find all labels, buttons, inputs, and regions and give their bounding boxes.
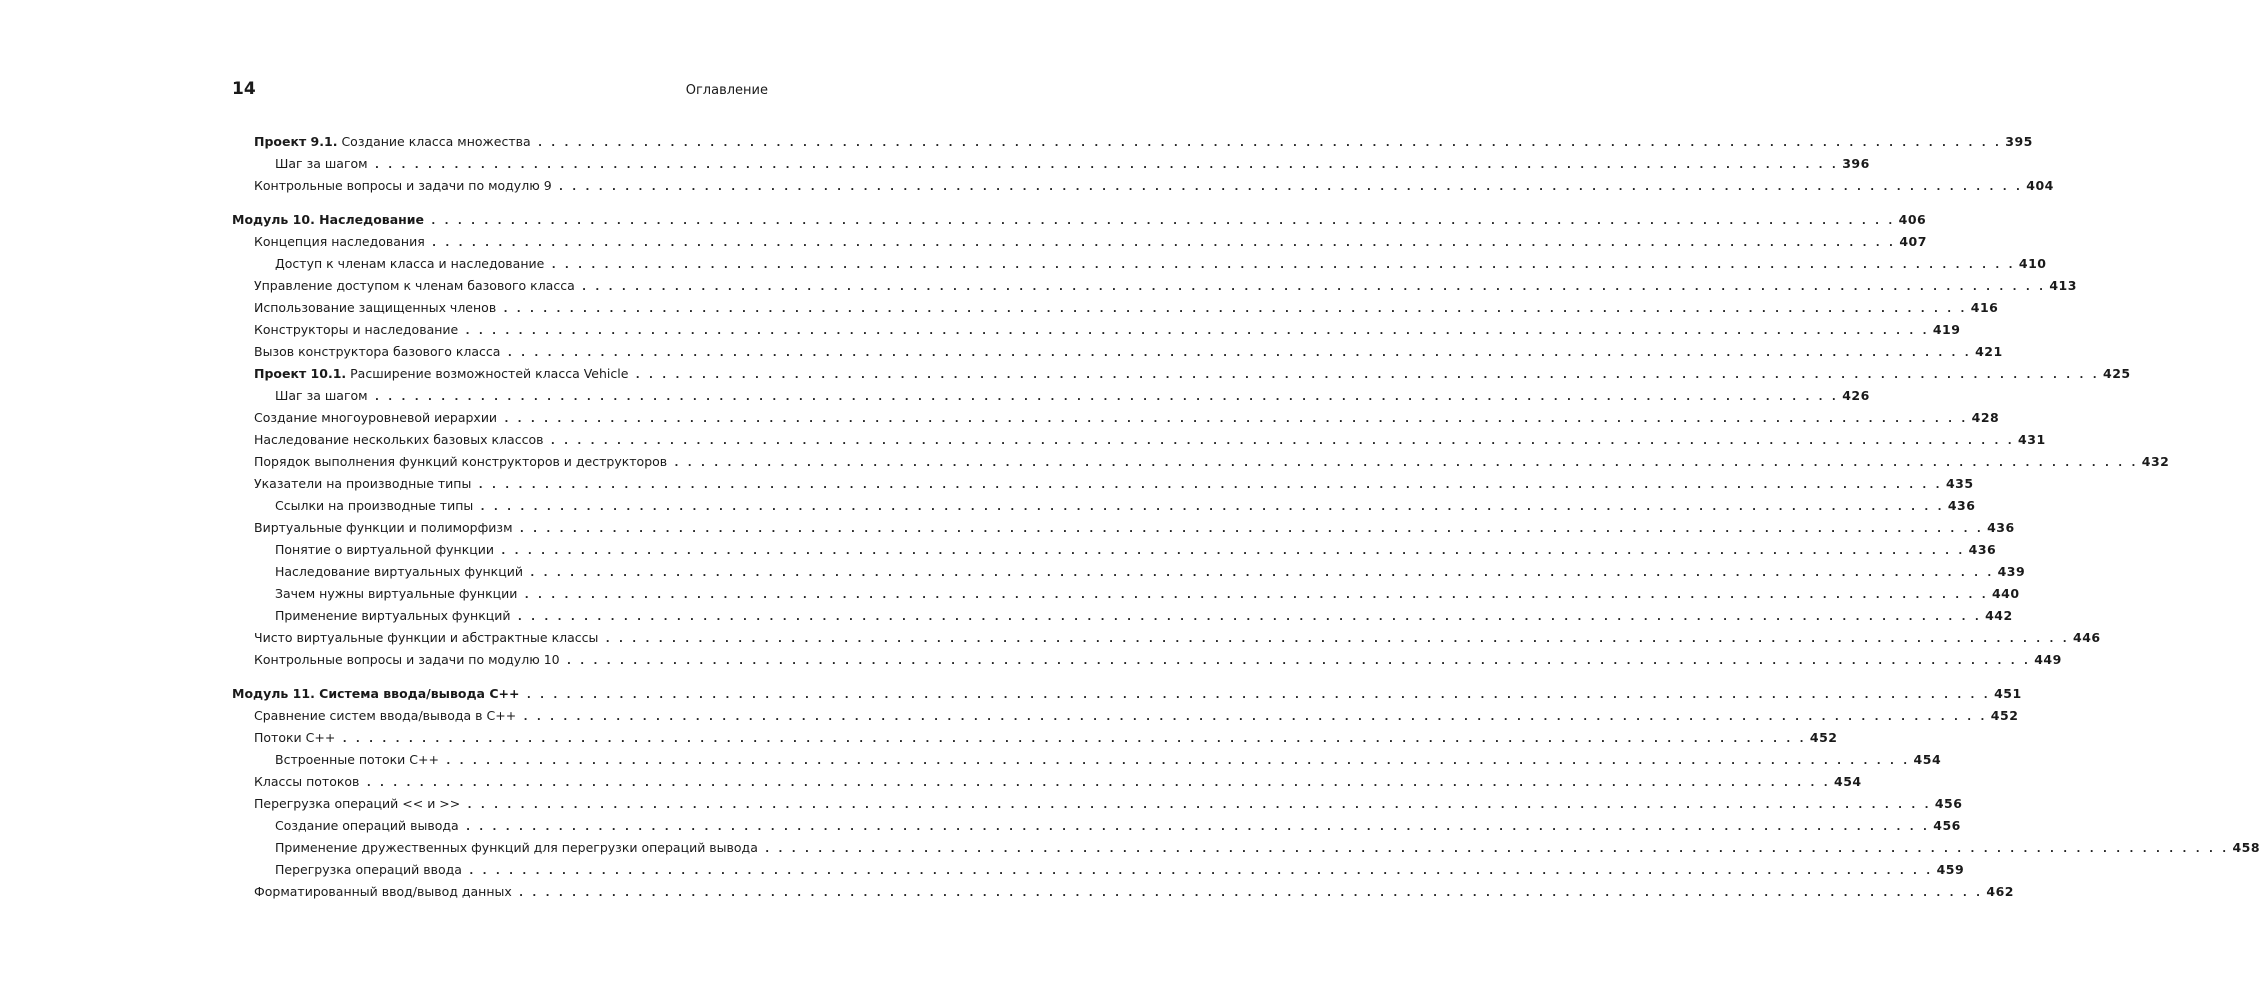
dot-leader bbox=[523, 584, 1987, 606]
toc-page-number: 459 bbox=[1936, 862, 1965, 877]
toc-entry-text bbox=[254, 705, 516, 727]
toc-entry-text bbox=[254, 319, 458, 341]
toc-entry-title: Виртуальные функции и полиморфизм bbox=[254, 520, 513, 535]
toc-entry-text bbox=[254, 231, 425, 253]
toc-entry bbox=[232, 429, 2046, 451]
toc-entry-title: Наследование нескольких базовых классов bbox=[254, 432, 544, 447]
toc-entry-text bbox=[275, 253, 544, 275]
toc-page-number: 462 bbox=[1986, 884, 2014, 899]
toc-entry-title: Вызов конструктора базового класса bbox=[254, 344, 501, 359]
toc-entry-title: Сравнение систем ввода/вывода в С++ bbox=[254, 708, 517, 723]
toc-entry-text bbox=[254, 451, 667, 473]
toc-page-number: 426 bbox=[1842, 388, 1870, 403]
dot-leader bbox=[529, 562, 1993, 584]
toc-page-number: 407 bbox=[1899, 234, 1927, 249]
dot-leader bbox=[519, 518, 1983, 540]
toc-entry bbox=[232, 363, 2131, 385]
dot-leader bbox=[503, 408, 1967, 430]
dot-leader bbox=[365, 772, 1829, 794]
toc-entry bbox=[232, 175, 2054, 197]
toc-entry-title: Шаг за шагом bbox=[275, 388, 368, 403]
dot-leader bbox=[604, 628, 2068, 650]
toc-entry bbox=[232, 605, 2013, 627]
toc-entry-text bbox=[254, 517, 513, 539]
dot-leader bbox=[518, 882, 1982, 904]
toc-page-number: 454 bbox=[1913, 752, 1942, 767]
toc-page-number: 428 bbox=[1971, 410, 2000, 425]
toc-page-number: 436 bbox=[1947, 498, 1976, 513]
toc-entry-text bbox=[254, 627, 598, 649]
toc-entry bbox=[232, 473, 1974, 495]
toc-entry-title: Чисто виртуальные функции и абстрактные классы bbox=[254, 630, 599, 645]
toc-page-number: 421 bbox=[1975, 344, 2003, 359]
dot-leader bbox=[506, 342, 1970, 364]
dot-leader bbox=[581, 276, 2045, 298]
toc-entry-text bbox=[275, 859, 462, 881]
toc-page-number: 436 bbox=[1968, 542, 1997, 557]
running-head: Оглавление bbox=[685, 83, 768, 98]
dot-leader bbox=[374, 154, 1838, 176]
toc-page-number: 406 bbox=[1898, 212, 1927, 227]
toc-page-number: 449 bbox=[2034, 652, 2062, 667]
toc-page-number: 432 bbox=[2141, 454, 2170, 469]
dot-leader bbox=[566, 650, 2030, 672]
toc-page-number: 456 bbox=[1933, 818, 1961, 833]
toc-entry bbox=[232, 231, 1927, 253]
toc-entry bbox=[232, 451, 2170, 473]
toc-entry bbox=[232, 495, 1976, 517]
toc-entry-title: Создание многоуровневой иерархии bbox=[254, 410, 498, 425]
toc-entry bbox=[232, 561, 2026, 583]
toc-entry-lead: Проект 10.1. bbox=[254, 366, 347, 381]
toc-entry-title: Указатели на производные типы bbox=[254, 476, 472, 491]
toc-entry bbox=[232, 815, 1961, 837]
toc-page-number: 452 bbox=[1990, 708, 2019, 723]
toc-entry bbox=[232, 253, 2047, 275]
toc-entry-title: Расширение возможностей класса Vehicle bbox=[350, 366, 629, 381]
page-number: 14 bbox=[232, 79, 256, 99]
toc-entry-title: Понятие о виртуальной функции bbox=[275, 542, 495, 557]
toc-module-entry bbox=[232, 683, 2022, 705]
toc-entry-title: Форматированный ввод/вывод данных bbox=[254, 884, 512, 899]
dot-leader bbox=[517, 606, 1981, 628]
toc-entry-title: Управление доступом к членам базового класса bbox=[254, 278, 575, 293]
dot-leader bbox=[502, 298, 1966, 320]
toc-page-number: 452 bbox=[1809, 730, 1838, 745]
dot-leader bbox=[374, 386, 1838, 408]
toc-entry-text bbox=[275, 153, 368, 175]
toc-entry-title: Доступ к членам класса и наследование bbox=[275, 256, 545, 271]
toc-entry-text bbox=[254, 175, 552, 197]
toc-entry-title: Модуль 10. Наследование bbox=[232, 212, 425, 227]
toc-entry-text bbox=[254, 727, 335, 749]
toc-page-number: 446 bbox=[2073, 630, 2101, 645]
toc-entry-text bbox=[254, 341, 500, 363]
toc-entry-title: Потоки С++ bbox=[254, 730, 336, 745]
toc-entry bbox=[232, 319, 1961, 341]
toc-page-number: 431 bbox=[2018, 432, 2046, 447]
toc-page-number: 451 bbox=[1994, 686, 2022, 701]
toc-entry bbox=[232, 341, 2003, 363]
toc-entry-text bbox=[254, 407, 497, 429]
toc-entry-title: Классы потоков bbox=[254, 774, 360, 789]
toc-entry-text bbox=[254, 473, 471, 495]
toc-entry bbox=[232, 859, 1965, 881]
toc-entry-title: Контрольные вопросы и задачи по модулю 9 bbox=[254, 178, 552, 193]
toc-entry-text bbox=[232, 683, 519, 705]
toc-entry-text bbox=[254, 275, 575, 297]
toc-entry-text bbox=[232, 209, 424, 231]
toc-entry bbox=[232, 385, 1870, 407]
toc-entry bbox=[232, 649, 2062, 671]
dot-leader bbox=[558, 176, 2022, 198]
dot-leader bbox=[430, 210, 1894, 232]
toc-entry bbox=[232, 705, 2019, 727]
toc-page-number: 404 bbox=[2026, 178, 2054, 193]
toc-entry bbox=[232, 837, 2260, 859]
toc-entry-title: Применение виртуальных функций bbox=[275, 608, 511, 623]
toc-page-number: 416 bbox=[1970, 300, 1999, 315]
toc-entry-title: Перегрузка операций ввода bbox=[275, 862, 462, 877]
toc-entry-title: Шаг за шагом bbox=[275, 156, 368, 171]
toc-entry bbox=[232, 407, 2000, 429]
toc-page-number: 425 bbox=[2103, 366, 2131, 381]
toc-page-number: 456 bbox=[1934, 796, 1963, 811]
toc-entry-text bbox=[275, 561, 523, 583]
dot-leader bbox=[549, 430, 2013, 452]
toc-entry bbox=[232, 131, 2033, 153]
toc-entry-text bbox=[275, 385, 368, 407]
dot-leader bbox=[634, 364, 2098, 386]
toc-entry-text bbox=[254, 649, 560, 671]
dot-leader bbox=[464, 320, 1928, 342]
toc-entry bbox=[232, 297, 1999, 319]
dot-leader bbox=[550, 254, 2014, 276]
toc-entry-text bbox=[275, 495, 473, 517]
toc-entry bbox=[232, 275, 2077, 297]
toc-entry bbox=[232, 583, 2020, 605]
toc-entry-text bbox=[254, 131, 531, 153]
toc-page-number: 442 bbox=[1985, 608, 2013, 623]
toc-entry-title: Применение дружественных функций для перегрузки операций вывода bbox=[275, 840, 758, 855]
toc-entry bbox=[232, 793, 1963, 815]
toc-entry-text bbox=[254, 297, 496, 319]
toc-page-number: 395 bbox=[2005, 134, 2033, 149]
toc-page-number: 396 bbox=[1842, 156, 1870, 171]
dot-leader bbox=[431, 232, 1895, 254]
dot-leader bbox=[341, 728, 1805, 750]
toc-entry bbox=[232, 153, 1870, 175]
toc-module-entry bbox=[232, 209, 1927, 231]
toc-entry-title: Порядок выполнения функций конструкторов и деструкторов bbox=[254, 454, 668, 469]
toc-entry-text bbox=[275, 815, 459, 837]
toc-entry bbox=[232, 517, 2015, 539]
toc-entry-text bbox=[275, 749, 439, 771]
toc-entry-text bbox=[254, 429, 543, 451]
dot-leader bbox=[500, 540, 1964, 562]
toc-entry-title: Создание класса множества bbox=[341, 134, 531, 149]
toc-entry bbox=[232, 727, 1838, 749]
toc-page-number: 410 bbox=[2018, 256, 2047, 271]
toc-entry-title: Конструкторы и наследование bbox=[254, 322, 459, 337]
dot-leader bbox=[465, 816, 1929, 838]
toc-entry-text bbox=[254, 881, 512, 903]
toc-entry-title: Встроенные потоки С++ bbox=[275, 752, 439, 767]
toc-page-number: 436 bbox=[1987, 520, 2015, 535]
toc-entry-text bbox=[275, 539, 494, 561]
dot-leader bbox=[468, 860, 1932, 882]
toc-entry-text bbox=[275, 837, 758, 859]
dot-leader bbox=[466, 794, 1930, 816]
toc-entry-title: Зачем нужны виртуальные функции bbox=[275, 586, 518, 601]
toc-entry bbox=[232, 627, 2101, 649]
toc-page-number: 439 bbox=[1997, 564, 2026, 579]
toc-entry-title: Концепция наследования bbox=[254, 234, 425, 249]
toc-entry-lead: Проект 9.1. bbox=[254, 134, 338, 149]
dot-leader bbox=[537, 132, 2001, 154]
dot-leader bbox=[479, 496, 1943, 518]
dot-leader bbox=[445, 750, 1909, 772]
toc-entry-title: Контрольные вопросы и задачи по модулю 10 bbox=[254, 652, 560, 667]
toc-entry-text bbox=[275, 583, 517, 605]
toc-page-number: 458 bbox=[2232, 840, 2260, 855]
dot-leader bbox=[525, 684, 1989, 706]
toc-entry-title: Использование защищенных членов bbox=[254, 300, 497, 315]
toc-entry-title: Модуль 11. Система ввода/вывода С++ bbox=[232, 686, 520, 701]
toc-entry bbox=[232, 771, 1862, 793]
toc-entry-text bbox=[275, 605, 511, 627]
toc-entry bbox=[232, 881, 2014, 903]
toc-entry-title: Перегрузка операций << и >> bbox=[254, 796, 461, 811]
toc-entry-text bbox=[254, 793, 460, 815]
toc-entry-text bbox=[254, 363, 628, 385]
toc-entry-title: Наследование виртуальных функций bbox=[275, 564, 523, 579]
toc-page-number: 419 bbox=[1932, 322, 1961, 337]
toc-entry bbox=[232, 749, 1942, 771]
toc-entry-title: Ссылки на производные типы bbox=[275, 498, 474, 513]
toc-entry-title: Создание операций вывода bbox=[275, 818, 459, 833]
toc-page-number: 435 bbox=[1945, 476, 1974, 491]
toc-entry-text bbox=[254, 771, 359, 793]
toc-page-number: 440 bbox=[1991, 586, 2020, 601]
dot-leader bbox=[522, 706, 1986, 728]
toc-entry bbox=[232, 539, 1997, 561]
table-of-contents bbox=[232, 131, 2260, 903]
dot-leader bbox=[477, 474, 1941, 496]
dot-leader bbox=[673, 452, 2137, 474]
toc-page-number: 413 bbox=[2049, 278, 2077, 293]
dot-leader bbox=[764, 838, 2228, 860]
toc-page-number: 454 bbox=[1834, 774, 1862, 789]
